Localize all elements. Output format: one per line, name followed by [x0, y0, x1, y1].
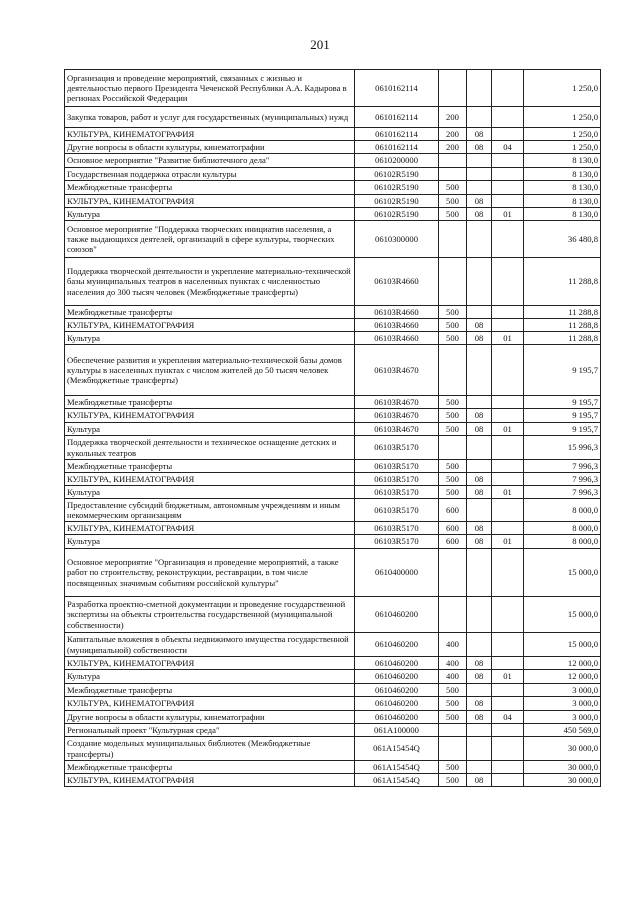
row-sum-cell: 8 130,0 [524, 154, 601, 168]
row-name-cell: Капитальные вложения в объекты недвижимого имущества государственной (муниципальной) собственности [65, 633, 355, 657]
row-vr-cell: 500 [439, 181, 467, 195]
row-sum-cell: 1 250,0 [524, 128, 601, 141]
row-code-cell: 06103R4670 [355, 345, 439, 396]
row-name-cell: Закупка товаров, работ и услуг для государственных (муниципальных) нужд [65, 107, 355, 128]
table-row [65, 128, 601, 141]
row-pr-cell [492, 724, 524, 737]
row-vr-cell: 500 [439, 195, 467, 208]
table-row [65, 319, 601, 332]
row-sum-cell: 15 000,0 [524, 597, 601, 633]
row-name-cell: Межбюджетные трансферты [65, 460, 355, 473]
table-row [65, 409, 601, 423]
row-name-cell: Организация и проведение мероприятий, связанных с жизнью и деятельностью первого Президента Чеченской Республики А.А. Кадырова в регионах Российской Федерации [65, 70, 355, 107]
table-row [65, 774, 601, 787]
row-pr-cell [492, 737, 524, 761]
row-sum-cell: 3 000,0 [524, 697, 601, 711]
row-sum-cell: 7 996,3 [524, 460, 601, 473]
table-row [65, 761, 601, 774]
row-rz-cell: 08 [467, 535, 492, 549]
row-pr-cell [492, 221, 524, 258]
row-sum-cell: 30 000,0 [524, 761, 601, 774]
row-vr-cell: 500 [439, 332, 467, 345]
table-row [65, 195, 601, 208]
row-vr-cell [439, 258, 467, 306]
row-code-cell: 06102R5190 [355, 195, 439, 208]
row-pr-cell [492, 436, 524, 460]
table-row [65, 70, 601, 107]
row-vr-cell [439, 345, 467, 396]
row-sum-cell: 7 996,3 [524, 486, 601, 499]
row-pr-cell: 01 [492, 332, 524, 345]
row-vr-cell [439, 597, 467, 633]
row-code-cell: 0610460200 [355, 657, 439, 670]
row-code-cell: 06103R5170 [355, 436, 439, 460]
row-code-cell: 06103R5170 [355, 499, 439, 522]
row-sum-cell: 3 000,0 [524, 711, 601, 724]
row-sum-cell: 1 250,0 [524, 107, 601, 128]
row-vr-cell: 500 [439, 711, 467, 724]
row-pr-cell: 01 [492, 423, 524, 436]
row-code-cell: 061A15454Q [355, 737, 439, 761]
row-rz-cell: 08 [467, 141, 492, 154]
row-pr-cell [492, 522, 524, 535]
row-pr-cell: 04 [492, 141, 524, 154]
row-name-cell: Другие вопросы в области культуры, кинематографии [65, 141, 355, 154]
row-code-cell: 06103R5170 [355, 460, 439, 473]
table-row [65, 154, 601, 168]
row-vr-cell: 400 [439, 633, 467, 657]
row-vr-cell: 500 [439, 486, 467, 499]
row-pr-cell [492, 396, 524, 409]
row-rz-cell [467, 221, 492, 258]
row-sum-cell: 9 195,7 [524, 345, 601, 396]
row-pr-cell [492, 195, 524, 208]
row-vr-cell [439, 737, 467, 761]
row-vr-cell: 200 [439, 107, 467, 128]
row-sum-cell: 8 000,0 [524, 522, 601, 535]
page-number: 201 [310, 37, 330, 52]
row-pr-cell [492, 70, 524, 107]
table-row [65, 724, 601, 737]
table-row [65, 737, 601, 761]
row-name-cell: КУЛЬТУРА, КИНЕМАТОГРАФИЯ [65, 195, 355, 208]
table-row [65, 141, 601, 154]
row-code-cell: 0610460200 [355, 633, 439, 657]
table-row [65, 332, 601, 345]
row-code-cell: 06103R5170 [355, 473, 439, 486]
row-name-cell: Культура [65, 535, 355, 549]
row-sum-cell: 3 000,0 [524, 684, 601, 697]
row-sum-cell: 30 000,0 [524, 737, 601, 761]
row-name-cell: Межбюджетные трансферты [65, 684, 355, 697]
row-rz-cell [467, 306, 492, 319]
row-rz-cell [467, 597, 492, 633]
row-name-cell: Межбюджетные трансферты [65, 181, 355, 195]
row-rz-cell [467, 737, 492, 761]
row-pr-cell [492, 697, 524, 711]
row-code-cell: 0610460200 [355, 597, 439, 633]
row-rz-cell: 08 [467, 774, 492, 787]
row-code-cell: 0610162114 [355, 141, 439, 154]
row-rz-cell [467, 436, 492, 460]
row-vr-cell: 500 [439, 697, 467, 711]
row-sum-cell: 11 288,8 [524, 332, 601, 345]
row-vr-cell [439, 70, 467, 107]
row-rz-cell: 08 [467, 670, 492, 684]
row-vr-cell: 400 [439, 670, 467, 684]
row-rz-cell: 08 [467, 522, 492, 535]
row-sum-cell: 450 569,0 [524, 724, 601, 737]
row-vr-cell: 600 [439, 535, 467, 549]
table-row [65, 684, 601, 697]
table-row [65, 107, 601, 128]
table-row [65, 460, 601, 473]
row-vr-cell: 500 [439, 409, 467, 423]
row-name-cell: КУЛЬТУРА, КИНЕМАТОГРАФИЯ [65, 409, 355, 423]
row-pr-cell [492, 549, 524, 597]
row-rz-cell [467, 168, 492, 181]
row-rz-cell: 08 [467, 697, 492, 711]
row-sum-cell: 30 000,0 [524, 774, 601, 787]
row-rz-cell: 08 [467, 473, 492, 486]
row-code-cell: 0610162114 [355, 70, 439, 107]
row-sum-cell: 11 288,8 [524, 306, 601, 319]
row-name-cell: Культура [65, 208, 355, 221]
row-sum-cell: 1 250,0 [524, 70, 601, 107]
row-code-cell: 06103R5170 [355, 535, 439, 549]
row-sum-cell: 15 996,3 [524, 436, 601, 460]
row-vr-cell: 200 [439, 128, 467, 141]
row-name-cell: Региональный проект "Культурная среда" [65, 724, 355, 737]
row-name-cell: Межбюджетные трансферты [65, 306, 355, 319]
row-code-cell: 061A100000 [355, 724, 439, 737]
row-vr-cell: 500 [439, 423, 467, 436]
row-sum-cell: 11 288,8 [524, 319, 601, 332]
row-name-cell: Межбюджетные трансферты [65, 761, 355, 774]
row-pr-cell [492, 306, 524, 319]
row-name-cell: Основное мероприятие "Развитие библиотечного дела" [65, 154, 355, 168]
row-rz-cell [467, 684, 492, 697]
row-name-cell: КУЛЬТУРА, КИНЕМАТОГРАФИЯ [65, 319, 355, 332]
row-pr-cell [492, 181, 524, 195]
row-vr-cell: 600 [439, 499, 467, 522]
row-vr-cell: 400 [439, 657, 467, 670]
row-code-cell: 06103R5170 [355, 486, 439, 499]
row-code-cell: 0610200000 [355, 154, 439, 168]
row-sum-cell: 15 000,0 [524, 549, 601, 597]
row-rz-cell: 08 [467, 319, 492, 332]
row-rz-cell: 08 [467, 711, 492, 724]
row-sum-cell: 9 195,7 [524, 396, 601, 409]
row-pr-cell [492, 258, 524, 306]
row-code-cell: 0610460200 [355, 670, 439, 684]
row-rz-cell: 08 [467, 423, 492, 436]
row-code-cell: 06103R4660 [355, 332, 439, 345]
row-code-cell: 06103R4670 [355, 396, 439, 409]
table-row [65, 473, 601, 486]
row-rz-cell: 08 [467, 128, 492, 141]
table-row [65, 486, 601, 499]
row-vr-cell [439, 436, 467, 460]
row-pr-cell: 01 [492, 670, 524, 684]
row-pr-cell [492, 128, 524, 141]
row-pr-cell: 01 [492, 208, 524, 221]
row-code-cell: 06103R4660 [355, 306, 439, 319]
row-pr-cell [492, 761, 524, 774]
row-pr-cell [492, 460, 524, 473]
row-name-cell: Разработка проектно-сметной документации и проведение государственной экспертизы на объекты строительства государственной (муниципальной собственности) [65, 597, 355, 633]
table-row [65, 657, 601, 670]
table-row [65, 499, 601, 522]
row-pr-cell [492, 473, 524, 486]
row-sum-cell: 15 000,0 [524, 633, 601, 657]
row-vr-cell [439, 154, 467, 168]
row-pr-cell [492, 319, 524, 332]
row-rz-cell: 08 [467, 208, 492, 221]
row-code-cell: 0610460200 [355, 711, 439, 724]
table-row [65, 711, 601, 724]
row-code-cell: 0610400000 [355, 549, 439, 597]
row-name-cell: Основное мероприятие "Организация и проведение мероприятий, а также работ по строительству, реконструкции, реставрации, в том числе посвященных значимым событиям российской культуры" [65, 549, 355, 597]
row-code-cell: 0610460200 [355, 684, 439, 697]
row-rz-cell: 08 [467, 657, 492, 670]
row-code-cell: 06103R4670 [355, 423, 439, 436]
row-code-cell: 06102R5190 [355, 181, 439, 195]
row-vr-cell [439, 168, 467, 181]
budget-table [64, 69, 601, 787]
row-code-cell: 06103R4660 [355, 258, 439, 306]
row-code-cell: 0610460200 [355, 697, 439, 711]
row-rz-cell: 08 [467, 195, 492, 208]
row-pr-cell [492, 409, 524, 423]
row-sum-cell: 12 000,0 [524, 670, 601, 684]
row-name-cell: КУЛЬТУРА, КИНЕМАТОГРАФИЯ [65, 128, 355, 141]
table-row [65, 549, 601, 597]
row-rz-cell [467, 345, 492, 396]
row-vr-cell: 500 [439, 208, 467, 221]
row-code-cell: 061A15454Q [355, 761, 439, 774]
row-pr-cell: 01 [492, 535, 524, 549]
table-row [65, 258, 601, 306]
row-code-cell: 06103R5170 [355, 522, 439, 535]
row-sum-cell: 7 996,3 [524, 473, 601, 486]
row-pr-cell [492, 657, 524, 670]
row-pr-cell [492, 597, 524, 633]
row-pr-cell [492, 345, 524, 396]
row-pr-cell [492, 633, 524, 657]
row-name-cell: КУЛЬТУРА, КИНЕМАТОГРАФИЯ [65, 522, 355, 535]
table-row [65, 168, 601, 181]
row-sum-cell: 8 000,0 [524, 499, 601, 522]
row-vr-cell: 500 [439, 684, 467, 697]
row-name-cell: Создание модельных муниципальных библиотек (Межбюджетные трансферты) [65, 737, 355, 761]
row-code-cell: 0610162114 [355, 128, 439, 141]
row-sum-cell: 1 250,0 [524, 141, 601, 154]
row-rz-cell: 08 [467, 332, 492, 345]
row-rz-cell [467, 70, 492, 107]
row-name-cell: Межбюджетные трансферты [65, 396, 355, 409]
row-code-cell: 061A15454Q [355, 774, 439, 787]
row-name-cell: Поддержка творческой деятельности и укрепление материально-технической базы муниципальных театров в населенных пунктах с численностью населения до 300 тысяч человек (Межбюджетные трансферты) [65, 258, 355, 306]
row-rz-cell [467, 396, 492, 409]
row-code-cell: 0610300000 [355, 221, 439, 258]
row-name-cell: Культура [65, 332, 355, 345]
table-row [65, 697, 601, 711]
row-rz-cell: 08 [467, 486, 492, 499]
row-name-cell: Основное мероприятие "Поддержка творческих инициатив населения, а также выдающихся деятелей, организаций в сфере культуры, творческих союзов" [65, 221, 355, 258]
row-pr-cell [492, 154, 524, 168]
row-name-cell: Культура [65, 423, 355, 436]
row-pr-cell: 01 [492, 486, 524, 499]
row-name-cell: Поддержка творческой деятельности и техническое оснащение детских и кукольных театров [65, 436, 355, 460]
row-rz-cell [467, 633, 492, 657]
row-sum-cell: 12 000,0 [524, 657, 601, 670]
table-row [65, 221, 601, 258]
row-sum-cell: 8 130,0 [524, 208, 601, 221]
row-rz-cell [467, 724, 492, 737]
row-sum-cell: 8 130,0 [524, 168, 601, 181]
row-rz-cell [467, 761, 492, 774]
row-name-cell: КУЛЬТУРА, КИНЕМАТОГРАФИЯ [65, 697, 355, 711]
table-row [65, 345, 601, 396]
row-rz-cell [467, 154, 492, 168]
row-code-cell: 0610162114 [355, 107, 439, 128]
table-row [65, 436, 601, 460]
row-pr-cell [492, 168, 524, 181]
row-name-cell: Государственная поддержка отрасли культуры [65, 168, 355, 181]
row-vr-cell [439, 221, 467, 258]
table-row [65, 535, 601, 549]
row-pr-cell [492, 499, 524, 522]
row-rz-cell [467, 499, 492, 522]
row-name-cell: КУЛЬТУРА, КИНЕМАТОГРАФИЯ [65, 473, 355, 486]
row-name-cell: Культура [65, 486, 355, 499]
table-row [65, 306, 601, 319]
row-vr-cell: 500 [439, 306, 467, 319]
row-rz-cell [467, 258, 492, 306]
row-name-cell: Предоставление субсидий бюджетным, автономным учреждениям и иным некоммерческим организациям [65, 499, 355, 522]
table-row [65, 396, 601, 409]
row-name-cell: КУЛЬТУРА, КИНЕМАТОГРАФИЯ [65, 657, 355, 670]
row-code-cell: 06103R4670 [355, 409, 439, 423]
table-row [65, 181, 601, 195]
row-sum-cell: 36 480,8 [524, 221, 601, 258]
row-sum-cell: 9 195,7 [524, 409, 601, 423]
row-vr-cell: 500 [439, 460, 467, 473]
row-code-cell: 06102R5190 [355, 208, 439, 221]
table-row [65, 423, 601, 436]
row-sum-cell: 9 195,7 [524, 423, 601, 436]
row-pr-cell [492, 774, 524, 787]
row-vr-cell: 500 [439, 396, 467, 409]
row-vr-cell: 500 [439, 774, 467, 787]
row-sum-cell: 8 000,0 [524, 535, 601, 549]
table-row [65, 597, 601, 633]
row-sum-cell: 11 288,8 [524, 258, 601, 306]
row-vr-cell: 200 [439, 141, 467, 154]
row-sum-cell: 8 130,0 [524, 195, 601, 208]
row-rz-cell [467, 460, 492, 473]
row-name-cell: КУЛЬТУРА, КИНЕМАТОГРАФИЯ [65, 774, 355, 787]
row-name-cell: Культура [65, 670, 355, 684]
row-sum-cell: 8 130,0 [524, 181, 601, 195]
row-code-cell: 06102R5190 [355, 168, 439, 181]
table-row [65, 670, 601, 684]
row-rz-cell [467, 549, 492, 597]
row-rz-cell [467, 107, 492, 128]
table-row [65, 633, 601, 657]
row-vr-cell [439, 724, 467, 737]
row-pr-cell: 04 [492, 711, 524, 724]
table-row [65, 522, 601, 535]
row-vr-cell: 500 [439, 473, 467, 486]
row-pr-cell [492, 107, 524, 128]
table-row [65, 208, 601, 221]
row-vr-cell: 500 [439, 319, 467, 332]
row-name-cell: Другие вопросы в области культуры, кинематографии [65, 711, 355, 724]
row-vr-cell: 600 [439, 522, 467, 535]
row-vr-cell: 500 [439, 761, 467, 774]
row-vr-cell [439, 549, 467, 597]
budget-table-body [65, 70, 601, 787]
row-name-cell: Обеспечение развития и укрепления материально-технической базы домов культуры в населенных пунктах с числом жителей до 50 тысяч человек (Межбюджетные трансферты) [65, 345, 355, 396]
row-rz-cell: 08 [467, 409, 492, 423]
row-rz-cell [467, 181, 492, 195]
row-code-cell: 06103R4660 [355, 319, 439, 332]
row-pr-cell [492, 684, 524, 697]
